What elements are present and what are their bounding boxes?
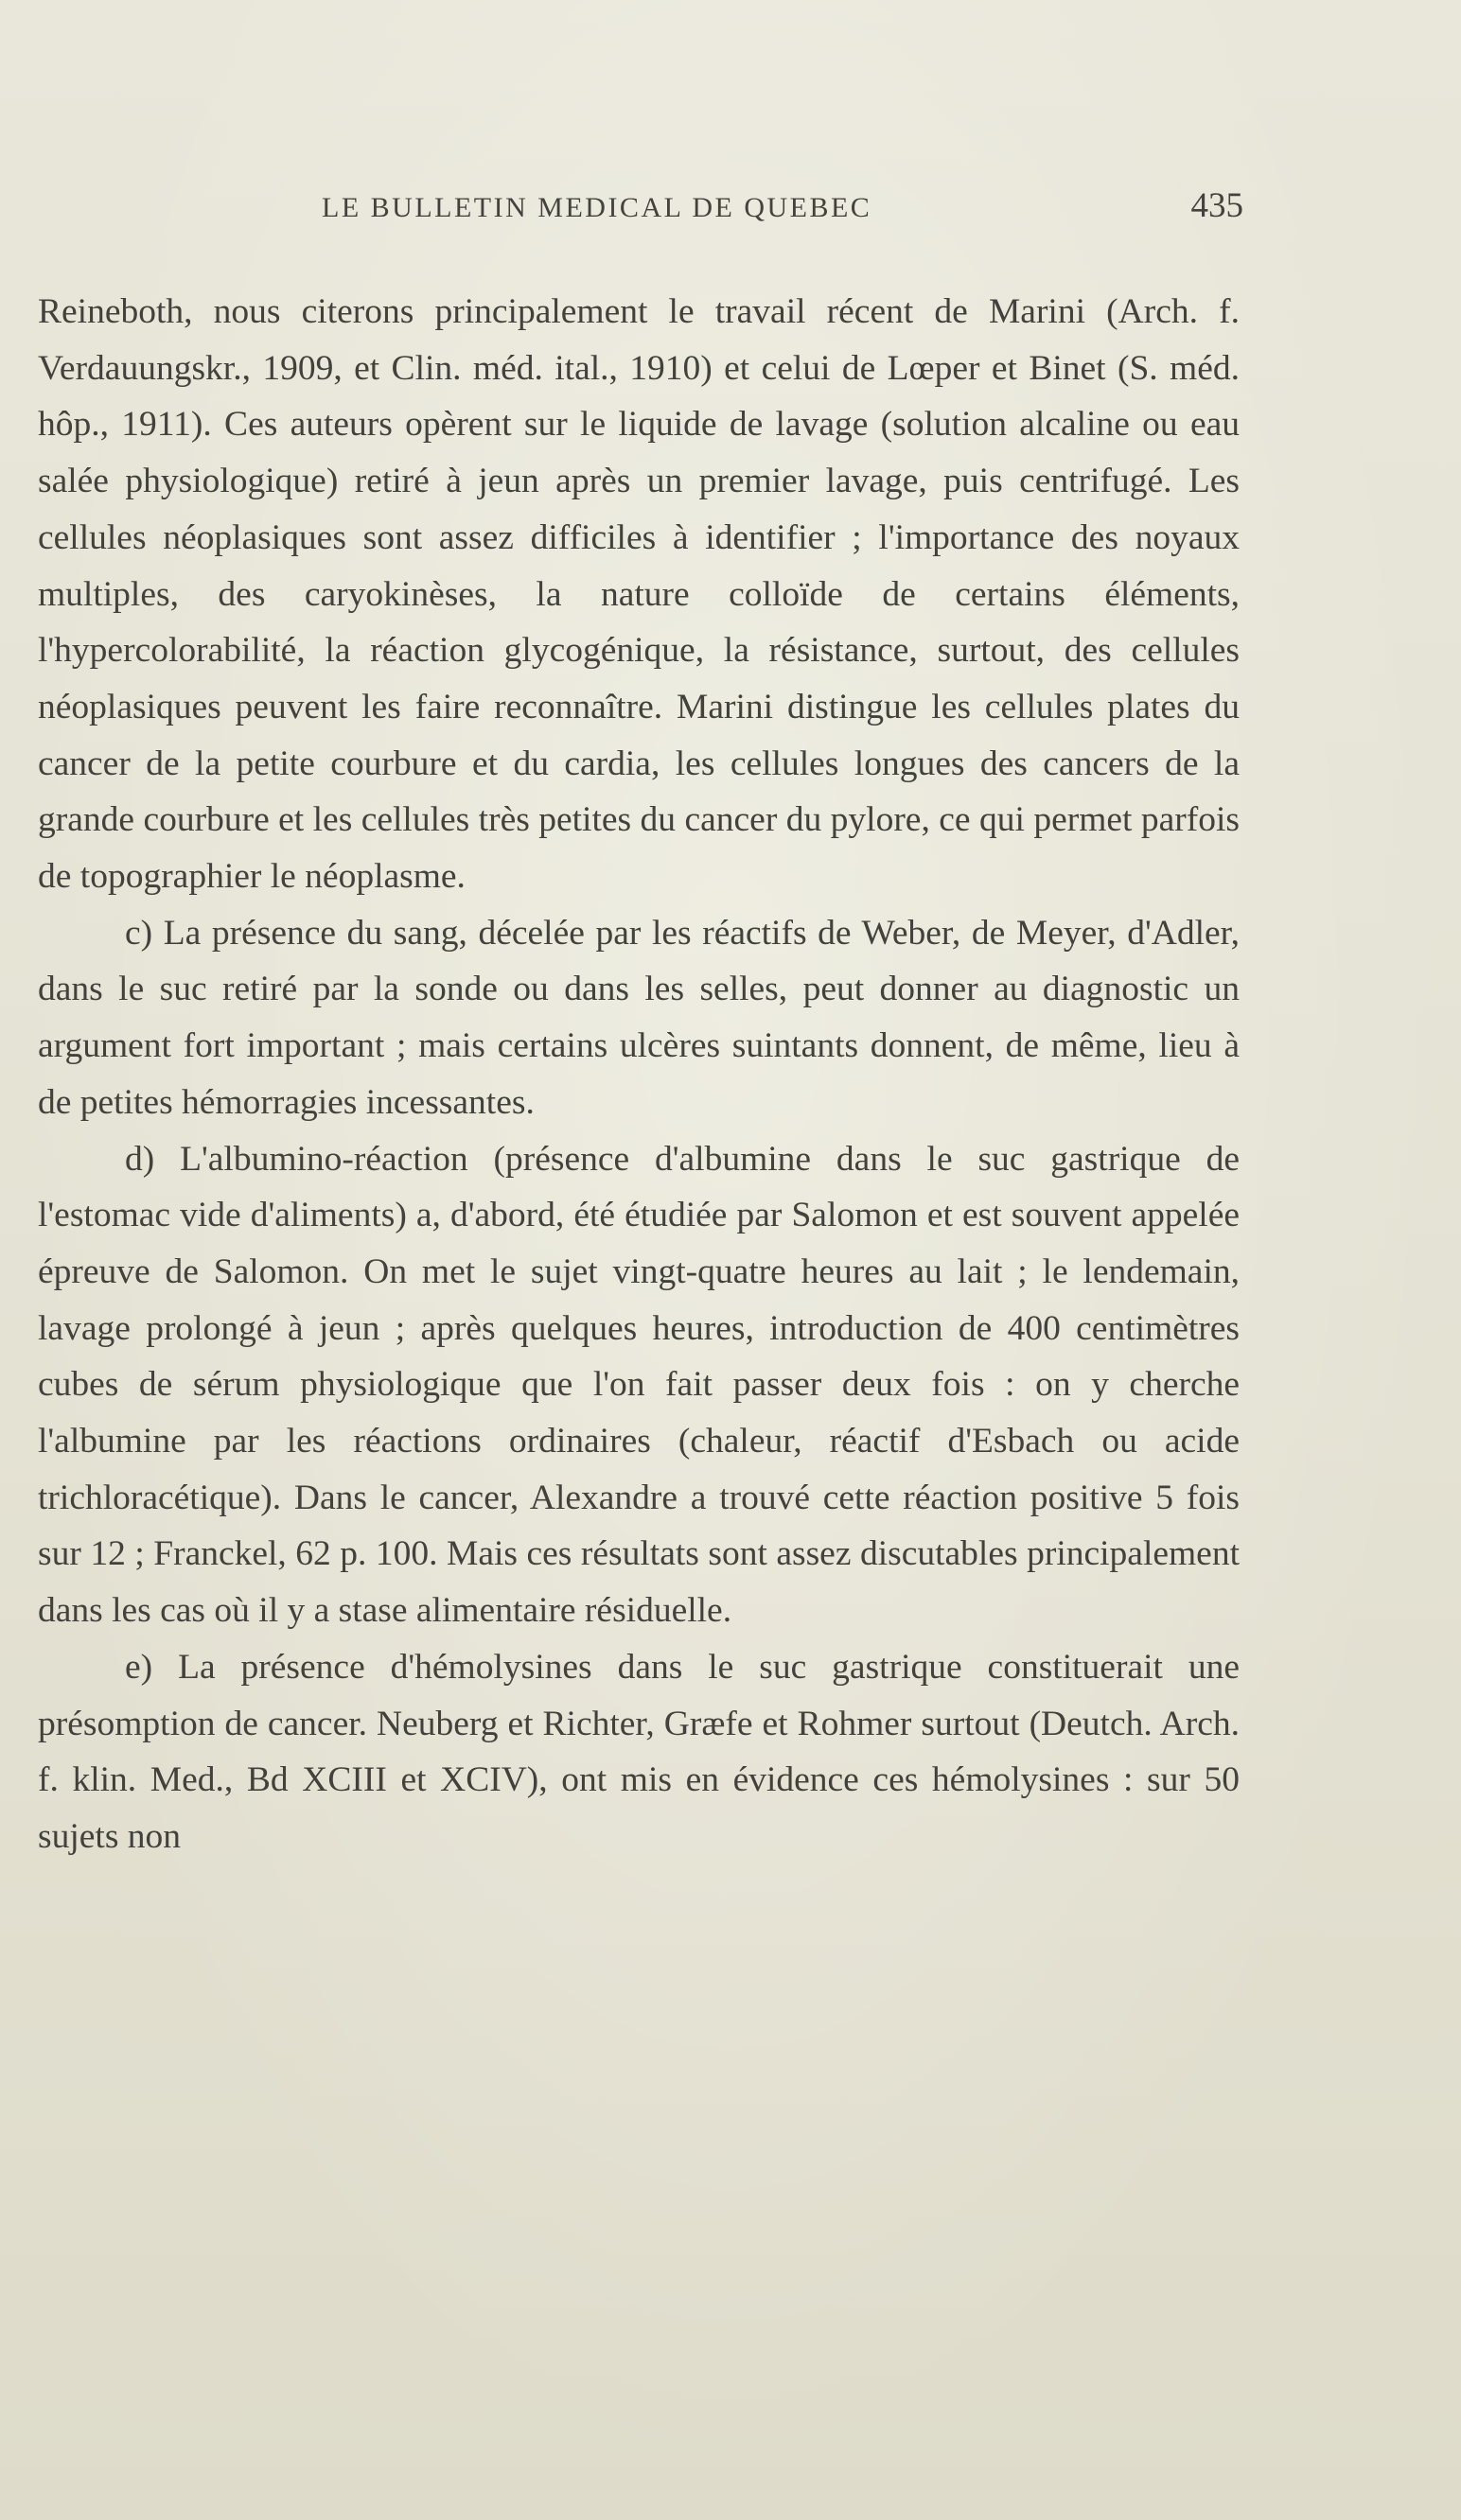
paragraph-text: e) La présence d'hémolysines dans le suc gastrique constituerait une présomption de cancer. Neuberg et Richter, Græfe et Rohmer surtout (Deutch. Arch. f. klin. Med., Bd XCIII et XCIV), ont mis en évidence ces hémolysines : sur 50 sujets non (38, 1647, 1240, 1856)
paragraph-text: d) L'albumino-réaction (présence d'albumine dans le suc gastrique de l'estomac vide d'aliments) a, d'abord, été étudiée par Salomon et est souvent appelée épreuve de Salomon. On met le sujet vingt-quatre heures au lait ; le lendemain, lavage prolongé à jeun ; après quelques heures, introduction de 400 centimètres cubes de sérum physiologique que l'on fait passer deux fois : on y cherche l'albumine par les réactions ordinaires (chaleur, réactif d'Esbach ou acide trichloracétique). Dans le cancer, Alexandre a trouvé cette réaction positive 5 fois sur 12 ; Franckel, 62 p. 100. Mais ces résultats sont assez discutables principalement dans les cas où il y a stase alimentaire résiduelle. (38, 1139, 1240, 1631)
running-title: LE BULLETIN MEDICAL DE QUEBEC (322, 192, 872, 223)
paragraph-hemolysines (38, 1639, 1240, 1865)
paragraph-continuation (38, 284, 1240, 905)
paragraph-text: c) La présence du sang, décelée par les réactifs de Weber, de Meyer, d'Adler, dans le suc retiré par la sonde ou dans les selles, peut donner au diagnostic un argument fort important ; mais certains ulcères suintants donnent, de même, lieu à de petites hémorragies incessantes. (38, 913, 1240, 1122)
page-number: 435 (1190, 186, 1243, 225)
paragraph-presence-du-sang (38, 905, 1240, 1131)
paragraph-albumino-reaction (38, 1131, 1240, 1639)
running-head (322, 185, 1243, 231)
paragraph-text: Reineboth, nous citerons principalement le travail récent de Marini (Arch. f. Verdauungskr., 1909, et Clin. méd. ital., 1910) et celui de Lœper et Binet (S. méd. hôp., 1911). Ces auteurs opèrent sur le liquide de lavage (solution alcaline ou eau salée physiologique) retiré à jeun après un premier lavage, puis centrifugé. Les cellules néoplasiques sont assez difficiles à identifier ; l'importance des noyaux multiples, des caryokinèses, la nature colloïde de certains éléments, l'hypercolorabilité, la réaction glycogénique, la résistance, surtout, des cellules néoplasiques peuvent les faire reconnaître. Marini distingue les cellules plates du cancer de la petite courbure et du cardia, les cellules longues des cancers de la grande courbure et les cellules très petites du cancer du pylore, ce qui permet parfois de topographier le néoplasme. (38, 292, 1240, 897)
body-text (38, 284, 1240, 1865)
